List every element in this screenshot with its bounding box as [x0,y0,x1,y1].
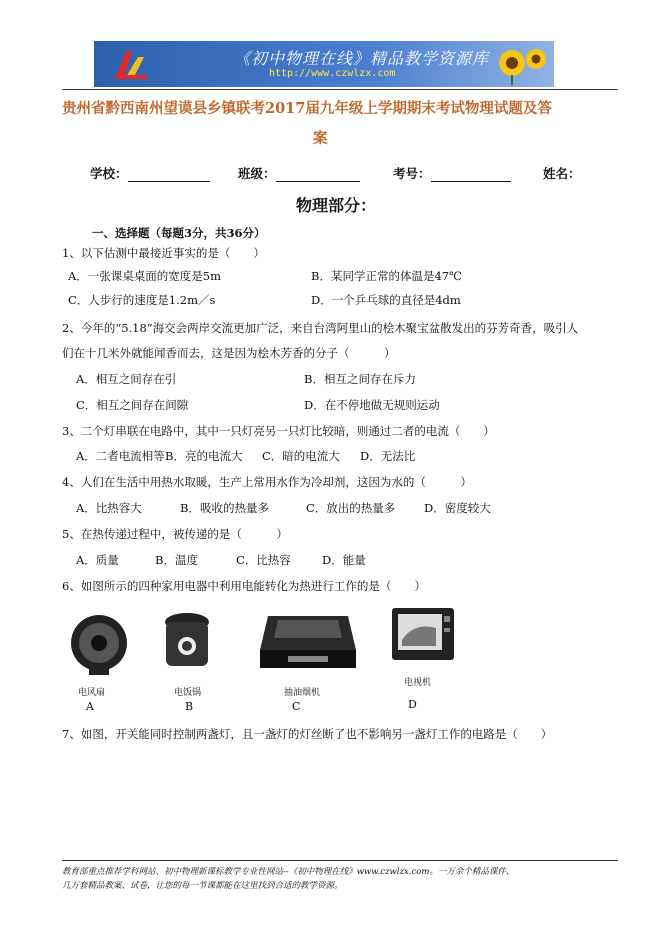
banner-title: 《初中物理在线》精品教学资源库 [234,49,490,68]
q5-option-d[interactable]: D．能量 [322,553,366,567]
footer-divider [62,860,618,861]
electric-fan-icon[interactable] [65,611,135,676]
footer-line-2: 几万套精品教案、试卷，让您的每一节课都能在这里找到合适的教学资源。 [62,881,343,891]
question-3: 3、二个灯串联在电路中，其中一只灯亮另一只灯比较暗，则通过二者的电流（ ） [62,424,495,438]
q3-option-c[interactable]: C．暗的电流大 [262,449,340,463]
q4-option-c[interactable]: C．放出的热量多 [306,501,396,515]
part-heading: 一、选择题（每题3分，共36分） [92,226,266,240]
class-label: 班级： [238,166,276,181]
q2-option-b[interactable]: B．相互之间存在斥力 [304,372,416,386]
q3-option-d[interactable]: D．无法比 [360,449,416,463]
banner-url[interactable]: http://www.czwlzx.com [269,68,396,79]
exam-number-blank[interactable] [431,168,511,182]
question-2: 2、今年的“5.18”海交会两岸交流更加广泛，来自台湾阿里山的桧木聚宝盆散发出的芬芳奇香，吸引人 [62,321,579,335]
question-5: 5、在热传递过程中，被传递的是（ ） [62,527,288,541]
q3-option-a[interactable]: A．二者电流相等 [76,449,165,463]
footer-line-1: 教育部重点推荐学科网站、初中物理新课标教学专业性网站--《初中物理在线》www.czwlzx.com。一万余个精品课件、 [62,867,515,877]
header-divider [62,89,618,90]
q1-option-b[interactable]: B．某同学正常的体温是47℃ [311,269,462,283]
question-7: 7、如图，开关能同时控制两盏灯，且一盏灯的灯丝断了也不影响另一盏灯工作的电路是（ ） [62,727,553,741]
question-1: 1、以下估测中最接近事实的是（ ） [62,246,265,260]
rice-cooker-icon[interactable] [162,610,212,672]
q5-option-c[interactable]: C．比热容 [236,553,291,567]
question-6: 6、如图所示的四种家用电器中利用电能转化为热进行工作的是（ ） [62,579,426,593]
school-label: 学校： [90,166,128,181]
sunflower-icon [492,43,550,85]
name-field [543,164,581,182]
q4-option-a[interactable]: A．比热容大 [76,501,142,515]
exam-number-field [393,164,511,182]
class-blank[interactable] [276,168,360,182]
caption-fan: 电风扇 [78,688,106,698]
class-field [238,164,360,182]
range-hood-icon[interactable] [258,610,358,674]
letter-a: A [86,700,94,713]
question-4: 4、人们在生活中用热水取暖，生产上常用水作为冷却剂，这因为水的（ ） [62,475,472,489]
letter-b: B [185,700,194,713]
letter-d: D [408,698,417,711]
television-icon[interactable] [390,606,456,664]
q2-option-a[interactable]: A．相互之间存在引 [76,372,177,386]
letter-c: C [292,700,301,713]
q5-option-a[interactable]: A．质量 [76,553,119,567]
q2-option-d[interactable]: D．在不停地做无规则运动 [304,398,440,412]
q2-option-c[interactable]: C．相互之间存在间隙 [76,398,189,412]
q1-option-d[interactable]: D．一个乒乓球的直径是4dm [311,293,461,307]
caption-range-hood: 抽油烟机 [284,688,321,698]
q5-option-b[interactable]: B．温度 [155,553,198,567]
exam-number-label: 考号： [393,166,431,181]
document-title-cont: 案 [313,130,328,147]
header-banner [94,41,554,87]
school-blank[interactable] [128,168,210,182]
caption-tv: 电视机 [404,678,432,688]
site-logo-icon [112,47,150,81]
q1-option-c[interactable]: C．人步行的速度是1.2m／s [68,293,216,307]
name-label: 姓名： [543,166,581,181]
question-2-cont: 们在十几米外就能闻香而去，这是因为桧木芳香的分子（ ） [62,346,396,360]
school-field [90,164,210,182]
q3-option-b[interactable]: B．亮的电流大 [165,449,243,463]
caption-rice-cooker: 电饭锅 [174,688,202,698]
q1-option-a[interactable]: A．一张课桌桌面的宽度是5m [68,269,222,283]
document-title: 贵州省黔西南州望谟县乡镇联考2017届九年级上学期期末考试物理试题及答 [62,100,552,117]
q4-option-b[interactable]: B．吸收的热量多 [180,501,269,515]
section-title: 物理部分： [296,196,377,215]
q4-option-d[interactable]: D．密度较大 [424,501,491,515]
